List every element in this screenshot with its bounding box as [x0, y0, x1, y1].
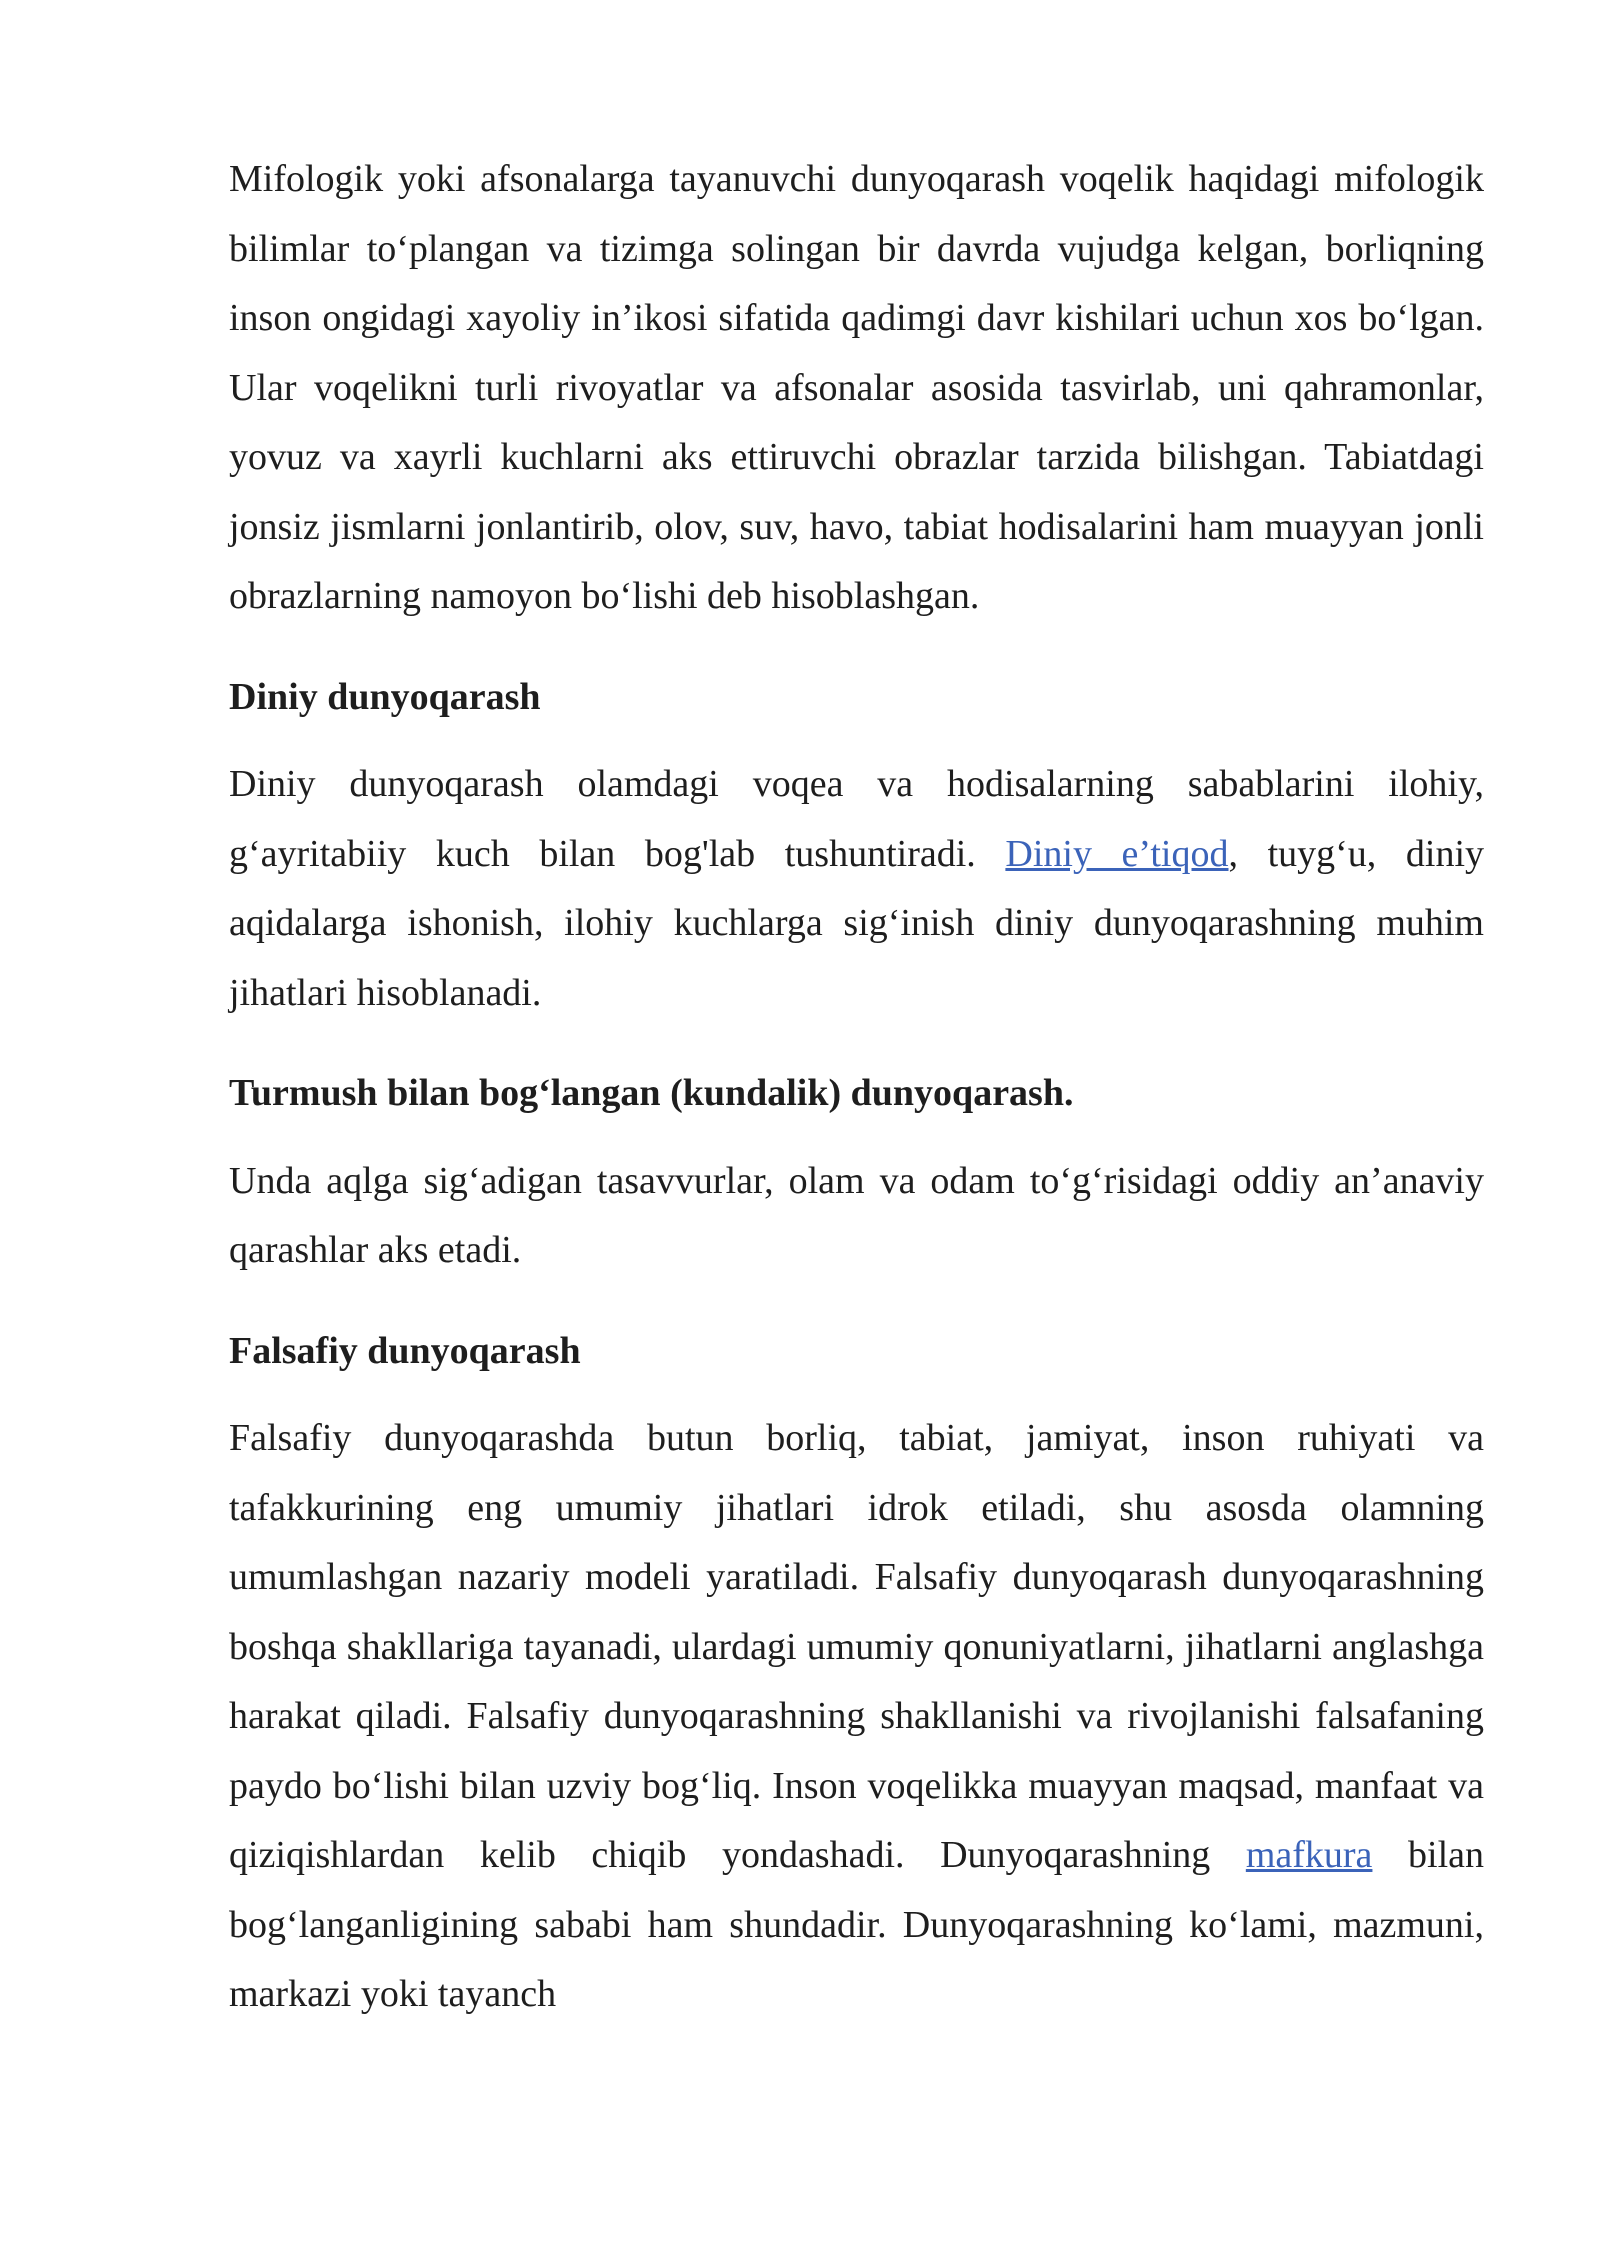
paragraph-religious-text-end: , tuyg‘u, diniy aqidalarga ishonish, ilohiy kuchlarga sig‘inish diniy dunyoqarashning muhim jihatlari hisoblanadi.	[229, 832, 1485, 1014]
link-ideology[interactable]: mafkura	[1245, 1834, 1373, 1876]
paragraph-religious	[229, 750, 1484, 1028]
heading-everyday: Turmush bilan bog‘langan (kundalik) dunyoqarash.	[229, 1072, 1074, 1114]
paragraph-mythological: Mifologik yoki afsonalarga tayanuvchi dunyoqarash voqelik haqidagi mifologik bilimlar to‘plangan va tizimga solingan bir davrda vujudga kelgan, borliqning inson ongidagi xayoliy in’ikosi sifatida qadimgi davr kishilari uchun xos bo‘lgan. Ular voqelikni turli rivoyatlar va afsonalar asosida tasvirlab, uni qahramonlar, yovuz va xayrli kuchlarni aks ettiruvchi obrazlar tarzida bilishgan. Tabiatdagi jonsiz jismlarni jonlantirib, olov, suv, havo, tabiat hodisalarini ham muayyan jonli obrazlarning namoyon bo‘lishi deb hisoblashgan.	[229, 158, 1484, 617]
paragraph-everyday: Unda aqlga sig‘adigan tasavvurlar, olam va odam to‘g‘risidagi oddiy an’anaviy qarashlar aks etadi.	[229, 1159, 1484, 1271]
link-religious-belief[interactable]: Diniy e’tiqod	[1005, 832, 1229, 875]
paragraph-religious-text-start: Diniy dunyoqarash olamdagi voqea va hodisalarning sabablarini ilohiy, g‘ayritabiiy kuch bilan bog'lab tushuntiradi.	[229, 763, 1484, 875]
heading-philosophical: Falsafiy dunyoqarash	[229, 1329, 581, 1372]
heading-religious: Diniy dunyoqarash	[229, 675, 541, 718]
paragraph-philosophical	[229, 1404, 1484, 2030]
paragraph-philosophical-text-end: bilan bog‘langanligining sababi ham shundadir. Dunyoqarashning ko‘lami, mazmuni, markazi yoki tayanch	[229, 1834, 1484, 2015]
paragraph-philosophical-text-start: Falsafiy dunyoqarashda butun borliq, tabiat, jamiyat, inson ruhiyati va tafakkurining eng umumiy jihatlari idrok etiladi, shu asosda olamning umumlashgan nazariy modeli yaratiladi. Falsafiy dunyoqarash dunyoqarashning boshqa shakllariga tayanadi, ulardagi umumiy qonuniyatlarni, jihatlarni anglashga harakat qiladi. Falsafiy dunyoqarashning shakllanishi va rivojlanishi falsafaning paydo bo‘lishi bilan uzviy bog‘liq. Inson voqelikka muayyan maqsad, manfaat va qiziqishlardan kelib chiqib yondashadi. Dunyoqarashning	[229, 1417, 1484, 1876]
